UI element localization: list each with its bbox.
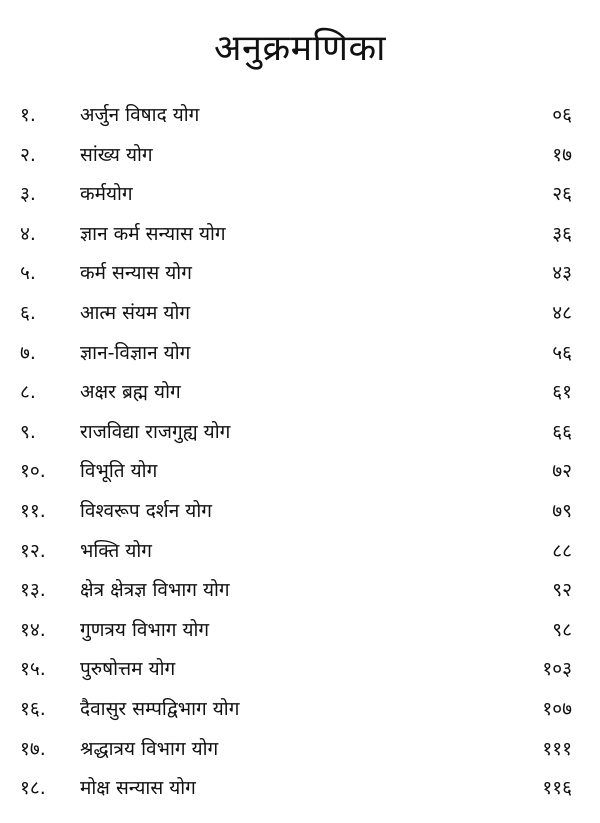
chapter-number: ११. (20, 499, 46, 522)
toc-entry (0, 769, 600, 809)
toc-entry (0, 96, 600, 136)
chapter-title: पुरुषोत्तम योग (80, 658, 176, 681)
page-number: ५६ (552, 341, 572, 364)
chapter-number: १०. (20, 460, 46, 483)
chapter-title: अक्षर ब्रह्म योग (80, 381, 181, 404)
page-number: १११ (542, 737, 572, 760)
chapter-number: १२. (20, 539, 46, 562)
chapter-title: कर्मयोग (80, 183, 133, 206)
chapter-title: आत्म संयम योग (80, 301, 191, 324)
toc-entry (0, 690, 600, 730)
toc-entry (0, 175, 600, 215)
chapter-number: ७. (20, 341, 36, 364)
page-number: १०३ (542, 658, 572, 681)
page-number: १०७ (542, 697, 572, 720)
page-number: ४८ (552, 301, 572, 324)
page-number: ३६ (552, 222, 572, 245)
page-number: ७९ (552, 499, 572, 522)
chapter-title: क्षेत्र क्षेत्रज्ञ विभाग योग (80, 579, 230, 602)
toc-entry (0, 532, 600, 572)
page-number: १७ (552, 143, 572, 166)
toc-entry (0, 373, 600, 413)
toc-entry (0, 413, 600, 453)
toc-entry (0, 611, 600, 651)
chapter-number: १४. (20, 618, 46, 641)
chapter-title: भक्ति योग (80, 539, 152, 562)
toc-entry (0, 571, 600, 611)
toc-entry (0, 452, 600, 492)
chapter-title: दैवासुर सम्पद्विभाग योग (80, 697, 240, 720)
chapter-number: ५. (20, 262, 36, 285)
toc-entry (0, 136, 600, 176)
page-number: ७२ (552, 460, 572, 483)
page-number: ११६ (542, 777, 572, 800)
chapter-title: श्रद्धात्रय विभाग योग (80, 737, 219, 760)
page-number: ९८ (552, 618, 572, 641)
chapter-number: १५. (20, 658, 46, 681)
toc-entry (0, 294, 600, 334)
chapter-number: ३. (20, 183, 36, 206)
chapter-number: १८. (20, 777, 46, 800)
page-number: २६ (552, 183, 572, 206)
chapter-title: कर्म सन्यास योग (80, 262, 192, 285)
chapter-title: ज्ञान कर्म सन्यास योग (80, 222, 226, 245)
chapter-number: ६. (20, 301, 36, 324)
toc-entry (0, 215, 600, 255)
chapter-title: राजविद्या राजगुह्य योग (80, 420, 231, 443)
chapter-number: १६. (20, 697, 46, 720)
chapter-number: २. (20, 143, 36, 166)
table-of-contents (0, 96, 600, 809)
toc-entry (0, 254, 600, 294)
toc-entry (0, 334, 600, 374)
chapter-number: १. (20, 104, 36, 126)
toc-entry (0, 650, 600, 690)
toc-entry (0, 730, 600, 770)
page-number: ४३ (552, 262, 572, 285)
chapter-number: १७. (20, 737, 46, 760)
chapter-number: ४. (20, 222, 36, 245)
chapter-title: सांख्य योग (80, 143, 153, 166)
chapter-title: अर्जुन विषाद योग (80, 104, 200, 126)
page-number: ६६ (552, 420, 572, 443)
chapter-title: ज्ञान-विज्ञान योग (80, 341, 191, 364)
page-number: ६१ (552, 381, 572, 404)
page-number: ८८ (552, 539, 572, 562)
chapter-title: विश्वरूप दर्शन योग (80, 499, 212, 522)
chapter-number: १३. (20, 579, 46, 602)
page-number: ९२ (552, 579, 572, 602)
chapter-title: विभूति योग (80, 460, 158, 483)
toc-entry (0, 492, 600, 532)
chapter-number: ८. (20, 381, 36, 404)
page-number: ०६ (552, 104, 572, 126)
chapter-number: ९. (20, 420, 36, 443)
chapter-title: गुणत्रय विभाग योग (80, 618, 210, 641)
page-title: अनुक्रमणिका (214, 28, 386, 69)
chapter-title: मोक्ष सन्यास योग (80, 777, 196, 800)
